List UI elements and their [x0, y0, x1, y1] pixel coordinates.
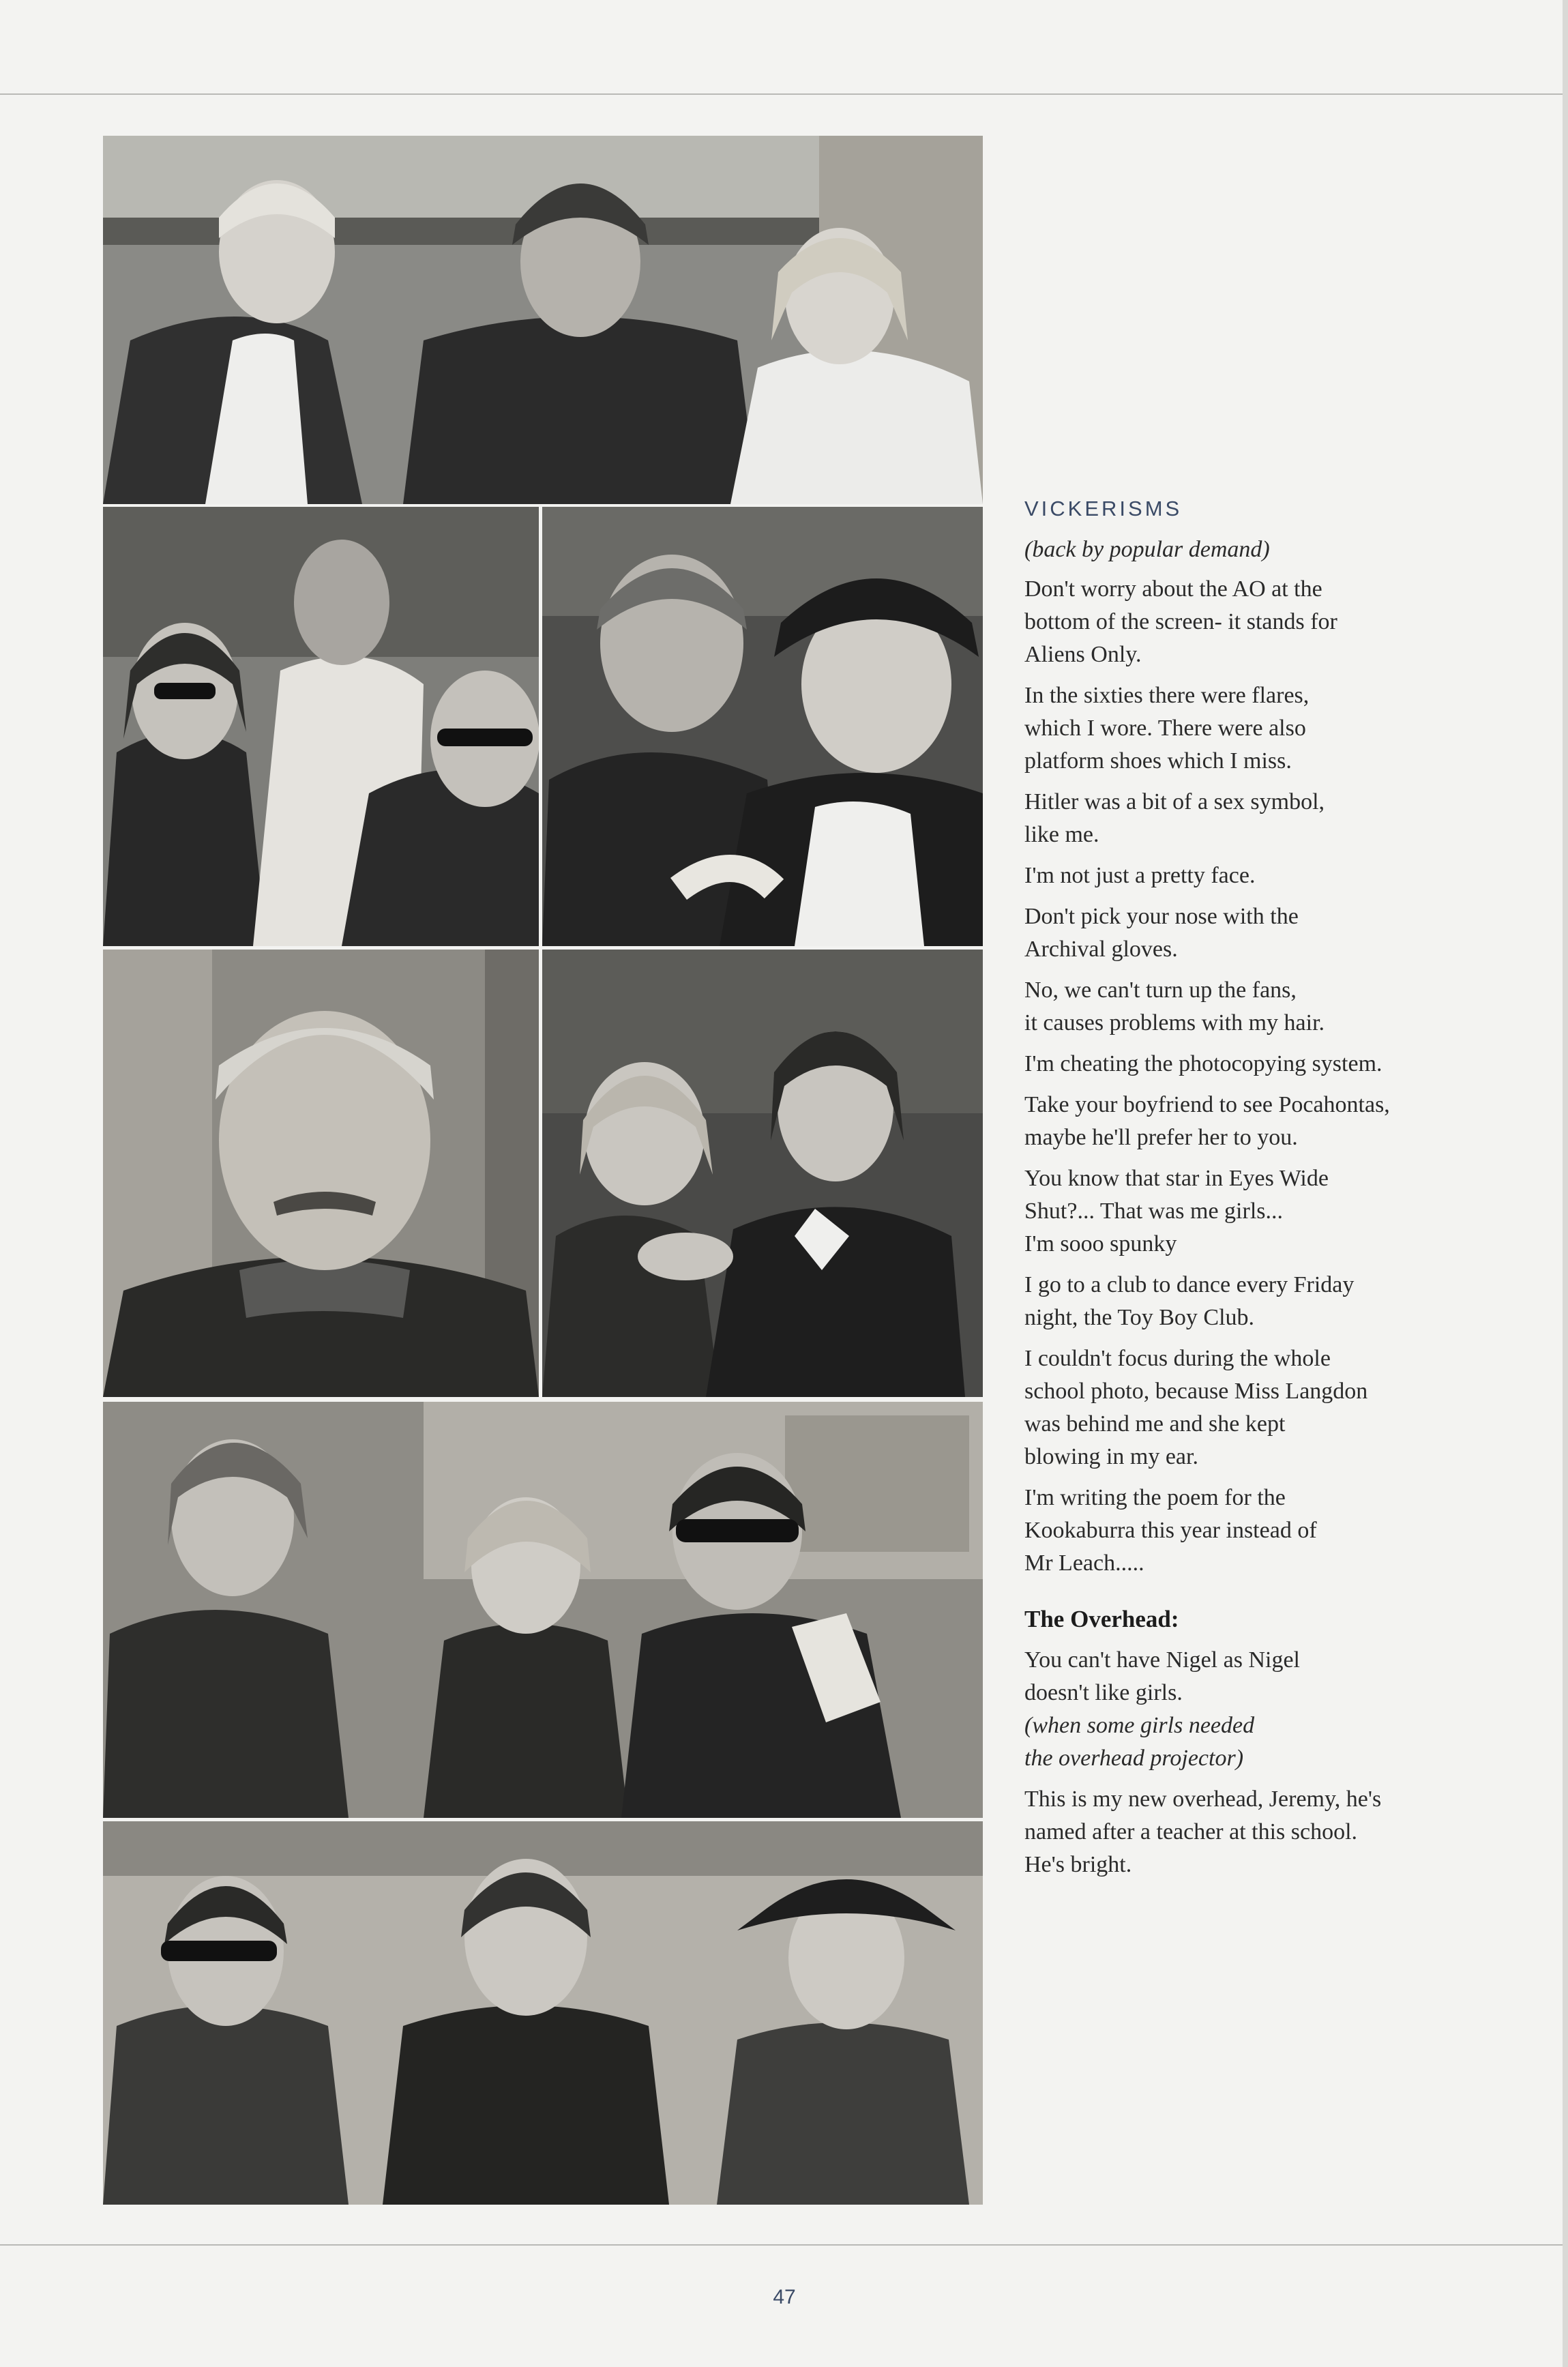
quote-item: [1024, 1482, 1502, 1580]
quotes-list: [1024, 573, 1502, 1580]
quote-line: night, the Toy Boy Club.: [1024, 1305, 1255, 1330]
quote-item: [1024, 1048, 1502, 1080]
quote-line: bottom of the screen- it stands for: [1024, 609, 1337, 634]
quote-line: This is my new overhead, Jeremy, he's: [1024, 1787, 1382, 1812]
quote-line: You know that star in Eyes Wide: [1024, 1166, 1329, 1191]
quote-line: platform shoes which I miss.: [1024, 748, 1292, 774]
quote-line: I'm sooo spunky: [1024, 1231, 1177, 1256]
page-number: 47: [773, 2286, 796, 2308]
quote-line: like me.: [1024, 822, 1099, 847]
quote-line: In the sixties there were flares,: [1024, 683, 1310, 708]
quote-line: was behind me and she kept: [1024, 1411, 1286, 1437]
photo-three-women-bottom: [103, 1821, 983, 2205]
quote-item: [1024, 1162, 1502, 1261]
photo-three-women-stands: [103, 1402, 983, 1818]
overhead-quote-1: [1024, 1644, 1502, 1775]
top-rule: [0, 93, 1568, 95]
quote-line: school photo, because Miss Langdon: [1024, 1379, 1368, 1404]
quote-line: doesn't like girls.: [1024, 1680, 1183, 1705]
quote-item: [1024, 859, 1502, 892]
quote-item: [1024, 1269, 1502, 1334]
quote-item: [1024, 974, 1502, 1040]
quote-line: Aliens Only.: [1024, 642, 1142, 667]
quote-item: [1024, 573, 1502, 671]
photo-two-women-laughing: [542, 950, 983, 1397]
quote-item: [1024, 900, 1502, 966]
vickerisms-column: [1024, 497, 1502, 1890]
quote-line: You can't have Nigel as Nigel: [1024, 1647, 1300, 1673]
quote-line: Hitler was a bit of a sex symbol,: [1024, 789, 1325, 814]
quote-line: I'm not just a pretty face.: [1024, 863, 1256, 888]
quote-line: He's bright.: [1024, 1852, 1132, 1877]
quote-line: I'm writing the poem for the: [1024, 1485, 1286, 1510]
photo-three-women-sunglasses: [103, 507, 539, 946]
quote-line: maybe he'll prefer her to you.: [1024, 1125, 1298, 1150]
bottom-rule: [0, 2244, 1568, 2246]
quote-item: [1024, 679, 1502, 778]
quote-line: Shut?... That was me girls...: [1024, 1199, 1283, 1224]
section-heading: VICKERISMS: [1024, 497, 1183, 520]
photo-man-and-woman-hat: [542, 507, 983, 946]
quote-line: which I wore. There were also: [1024, 716, 1306, 741]
quote-line: Mr Leach.....: [1024, 1550, 1144, 1576]
quote-line: Archival gloves.: [1024, 937, 1178, 962]
quote-line: Take your boyfriend to see Pocahontas,: [1024, 1092, 1390, 1117]
quote-line: named after a teacher at this school.: [1024, 1819, 1358, 1844]
photo-man-portrait: [103, 950, 539, 1397]
quote-line: Kookaburra this year instead of: [1024, 1518, 1317, 1543]
quote-line: I'm cheating the photocopying system.: [1024, 1051, 1382, 1076]
overhead-heading: The Overhead:: [1024, 1606, 1179, 1632]
quote-line: Don't worry about the AO at the: [1024, 576, 1322, 602]
quote-line: I go to a club to dance every Friday: [1024, 1272, 1355, 1297]
quote-line: blowing in my ear.: [1024, 1444, 1198, 1469]
page-edge: [1563, 0, 1568, 2367]
quote-line: I couldn't focus during the whole: [1024, 1346, 1331, 1371]
quote-line: it causes problems with my hair.: [1024, 1010, 1325, 1035]
photo-group-three-top: [103, 136, 983, 504]
quote-line: Don't pick your nose with the: [1024, 904, 1299, 929]
quote-line: No, we can't turn up the fans,: [1024, 977, 1297, 1003]
quote-item: [1024, 786, 1502, 851]
overhead-quote-2: [1024, 1783, 1502, 1881]
section-subtitle: (back by popular demand): [1024, 537, 1270, 562]
quote-note-line: the overhead projector): [1024, 1746, 1244, 1771]
quote-note-line: (when some girls needed: [1024, 1713, 1255, 1738]
quote-item: [1024, 1089, 1502, 1154]
quote-item: [1024, 1342, 1502, 1473]
